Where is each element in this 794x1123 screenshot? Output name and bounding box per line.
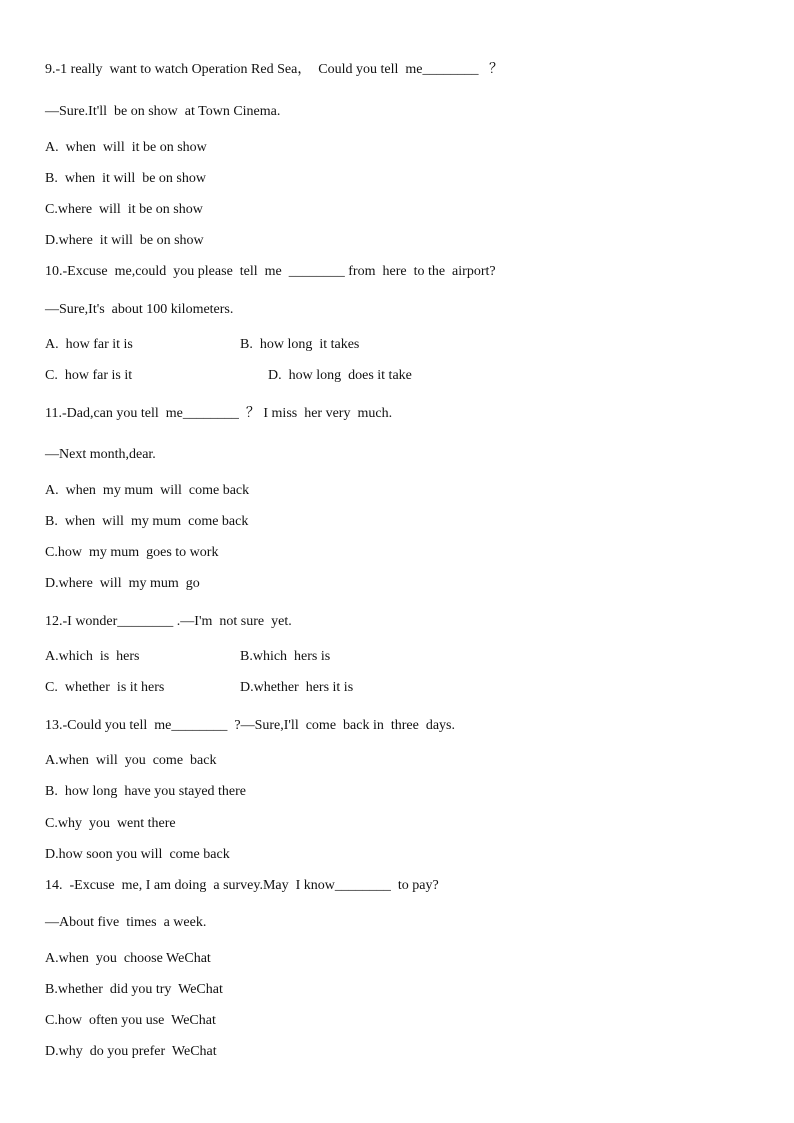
question-9-stem: 9.-1 really want to watch Operation Red Sea， Could you tell me________ ？ bbox=[45, 62, 504, 77]
question-14-option-a: A.when you choose WeChat bbox=[45, 951, 211, 966]
question-11-option-a: A. when my mum will come back bbox=[45, 483, 250, 498]
question-10-reply: —Sure,It's about 100 kilometers. bbox=[45, 302, 234, 317]
question-14-option-d: D.why do you prefer WeChat bbox=[45, 1044, 217, 1059]
question-13-option-d: D.how soon you will come back bbox=[45, 847, 230, 862]
question-9-option-c: C.where will it be on show bbox=[45, 202, 203, 217]
question-12-stem: 12.-I wonder________ .—I'm not sure yet. bbox=[45, 614, 292, 629]
question-12-option-c: C. whether is it hers bbox=[45, 680, 165, 695]
question-14-reply: —About five times a week. bbox=[45, 915, 207, 930]
question-9-option-d: D.where it will be on show bbox=[45, 233, 204, 248]
question-11-option-b: B. when will my mum come back bbox=[45, 514, 249, 529]
question-9-reply: —Sure.It'll be on show at Town Cinema. bbox=[45, 104, 281, 119]
question-12-option-b: B.which hers is bbox=[240, 649, 331, 664]
question-14-stem: 14. -Excuse me, I am doing a survey.May I know________ to pay? bbox=[45, 878, 439, 893]
question-10-stem: 10.-Excuse me,could you please tell me ________ from here to the airport? bbox=[45, 264, 496, 279]
question-14-option-c: C.how often you use WeChat bbox=[45, 1013, 216, 1028]
question-12-option-a: A.which is hers bbox=[45, 649, 140, 664]
question-13-stem: 13.-Could you tell me________ ?—Sure,I'll come back in three days. bbox=[45, 718, 455, 733]
question-11-reply: —Next month,dear. bbox=[45, 447, 156, 462]
question-13-option-c: C.why you went there bbox=[45, 816, 176, 831]
question-10-option-b: B. how long it takes bbox=[240, 337, 360, 352]
question-14-option-b: B.whether did you try WeChat bbox=[45, 982, 223, 997]
question-13-option-b: B. how long have you stayed there bbox=[45, 784, 247, 799]
question-10-option-d: D. how long does it take bbox=[268, 368, 412, 383]
question-11-option-d: D.where will my mum go bbox=[45, 576, 200, 591]
question-13-option-a: A.when will you come back bbox=[45, 753, 217, 768]
question-9-option-a: A. when will it be on show bbox=[45, 140, 207, 155]
question-10-option-a: A. how far it is bbox=[45, 337, 133, 352]
question-12-option-d: D.whether hers it is bbox=[240, 680, 354, 695]
question-10-option-c: C. how far is it bbox=[45, 368, 133, 383]
question-9-option-b: B. when it will be on show bbox=[45, 171, 206, 186]
question-11-option-c: C.how my mum goes to work bbox=[45, 545, 219, 560]
question-11-stem: 11.-Dad,can you tell me________ ？ I miss her very much. bbox=[45, 406, 393, 421]
